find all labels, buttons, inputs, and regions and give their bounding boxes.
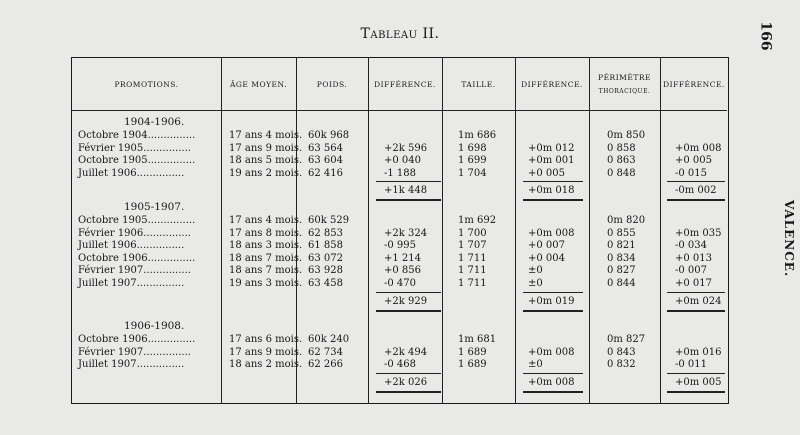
cell-taille: 1 704 xyxy=(458,167,487,179)
cell-diff3: -0 007 xyxy=(675,265,708,277)
page-number: 166 xyxy=(757,21,774,51)
cell-diff3: +0 017 xyxy=(675,278,713,289)
cell-taille: 1 711 xyxy=(458,265,487,277)
cell-poids: 62 853 xyxy=(308,227,343,239)
cell-diff3: -0 034 xyxy=(675,240,708,252)
cell-poids: 60k 529 xyxy=(308,215,350,226)
cell-poids: 63 458 xyxy=(308,278,343,289)
cell-promo: Octobre 1904............... xyxy=(78,130,196,141)
cell-perim: 0m 820 xyxy=(607,215,646,226)
cell-diff3: +0m 016 xyxy=(675,346,722,358)
cell-age: 17 ans 9 mois. xyxy=(229,142,303,154)
cell-diff3: +0m 035 xyxy=(675,227,722,239)
cell-poids: 62 734 xyxy=(308,346,343,358)
total-rule xyxy=(667,181,725,182)
cell-poids: 63 072 xyxy=(308,252,343,264)
cell-diff1: +2k 324 xyxy=(384,227,428,239)
cell-diff2: ±0 xyxy=(528,278,543,289)
cell-perim: 0 844 xyxy=(607,278,636,289)
cell-perim: 0 832 xyxy=(607,359,636,371)
table-title: Tableau II. xyxy=(360,26,440,42)
total-underline xyxy=(376,199,441,201)
total-underline xyxy=(523,391,583,393)
cell-promo: Octobre 1906............... xyxy=(78,334,196,345)
cell-age: 17 ans 8 mois. xyxy=(229,227,303,239)
cell-promo: Février 1906............... xyxy=(78,227,191,239)
cell-age: 18 ans 2 mois. xyxy=(229,359,303,371)
cell-promo: Juillet 1906............... xyxy=(78,240,185,252)
cell-taille: 1 700 xyxy=(458,227,487,239)
cell-age: 17 ans 6 mois. xyxy=(229,334,303,345)
cell-age: 17 ans 4 mois. xyxy=(229,130,303,141)
header-poids: POIDS. xyxy=(316,79,348,89)
total-diff-poids: +2k 026 xyxy=(384,376,428,388)
total-diff-taille: +0m 019 xyxy=(528,295,575,307)
cell-diff1: +0 856 xyxy=(384,265,422,277)
cell-diff3: -0 015 xyxy=(675,167,708,179)
cell-taille: 1m 686 xyxy=(458,130,497,141)
cell-perim: 0 848 xyxy=(607,167,636,179)
header-taille: TAILLE. xyxy=(461,79,496,89)
total-rule xyxy=(523,373,583,374)
cell-perim: 0 827 xyxy=(607,265,636,277)
header-age: ÂGE MOYEN. xyxy=(230,79,287,89)
total-diff-taille: +0m 018 xyxy=(528,185,575,197)
cell-diff1: -0 468 xyxy=(384,359,417,371)
total-underline xyxy=(667,391,725,393)
header-rule xyxy=(72,110,727,111)
cell-diff1: -0 470 xyxy=(384,278,417,289)
total-rule xyxy=(376,181,441,182)
cell-diff1: +2k 494 xyxy=(384,346,428,358)
total-diff-poids: +1k 448 xyxy=(384,185,428,197)
cell-diff2: ±0 xyxy=(528,265,543,277)
cell-promo: Octobre 1906............... xyxy=(78,252,196,264)
data-table xyxy=(71,57,729,404)
cell-taille: 1m 681 xyxy=(458,334,497,345)
total-diff-perimetre: +0m 024 xyxy=(675,295,722,307)
cell-poids: 62 266 xyxy=(308,359,343,371)
cell-diff2: +0 007 xyxy=(528,240,566,252)
cell-diff3: +0 005 xyxy=(675,155,713,167)
cell-perim: 0m 827 xyxy=(607,334,646,345)
cell-taille: 1 707 xyxy=(458,240,487,252)
cell-perim: 0 858 xyxy=(607,142,636,154)
cell-age: 19 ans 3 mois. xyxy=(229,278,303,289)
cell-diff1: +1 214 xyxy=(384,252,422,264)
cell-promo: Février 1907............... xyxy=(78,346,191,358)
cell-diff3: +0m 008 xyxy=(675,142,722,154)
side-label: VALENCE. xyxy=(782,200,796,278)
total-underline xyxy=(523,199,583,201)
total-rule xyxy=(376,292,441,293)
cell-diff1: +2k 596 xyxy=(384,142,428,154)
cell-diff1: -0 995 xyxy=(384,240,417,252)
cell-taille: 1 711 xyxy=(458,252,487,264)
cell-diff2: +0m 008 xyxy=(528,227,575,239)
cell-poids: 63 604 xyxy=(308,155,343,167)
cell-poids: 60k 240 xyxy=(308,334,350,345)
total-rule xyxy=(523,292,583,293)
header-difference-poids: DIFFÉRENCE. xyxy=(374,79,436,89)
cell-age: 19 ans 2 mois. xyxy=(229,167,303,179)
header-difference-perimetre: DIFFÉRENCE. xyxy=(663,79,725,89)
cell-diff1: -1 188 xyxy=(384,167,417,179)
cell-diff1: +0 040 xyxy=(384,155,422,167)
cell-poids: 60k 968 xyxy=(308,130,350,141)
cell-poids: 61 858 xyxy=(308,240,343,252)
header-perimetre xyxy=(589,58,660,110)
header-difference-taille: DIFFÉRENCE. xyxy=(521,79,583,89)
cell-taille: 1 699 xyxy=(458,155,487,167)
cell-promo: Février 1905............... xyxy=(78,142,191,154)
total-underline xyxy=(667,199,725,201)
total-underline xyxy=(376,310,441,312)
cell-taille: 1 689 xyxy=(458,346,487,358)
total-diff-perimetre: -0m 002 xyxy=(675,185,717,197)
cell-diff2: +0m 001 xyxy=(528,155,575,167)
cell-age: 18 ans 7 mois. xyxy=(229,265,303,277)
cell-age: 17 ans 4 mois. xyxy=(229,215,303,226)
cell-promo: Février 1907............... xyxy=(78,265,191,277)
cell-diff3: -0 011 xyxy=(675,359,708,371)
cell-poids: 63 564 xyxy=(308,142,343,154)
cell-promo: Juillet 1907............... xyxy=(78,278,185,289)
cell-perim: 0 821 xyxy=(607,240,636,252)
group-label: 1905-1907. xyxy=(124,201,185,213)
cell-perim: 0 843 xyxy=(607,346,636,358)
total-rule xyxy=(667,292,725,293)
cell-taille: 1m 692 xyxy=(458,215,497,226)
group-label: 1906-1908. xyxy=(124,320,185,332)
total-diff-poids: +2k 929 xyxy=(384,295,428,307)
cell-perim: 0 863 xyxy=(607,155,636,167)
total-rule xyxy=(667,373,725,374)
cell-poids: 62 416 xyxy=(308,167,343,179)
cell-age: 18 ans 5 mois. xyxy=(229,155,303,167)
cell-diff2: +0 005 xyxy=(528,167,566,179)
cell-diff2: +0m 008 xyxy=(528,346,575,358)
cell-taille: 1 689 xyxy=(458,359,487,371)
cell-promo: Juillet 1907............... xyxy=(78,359,185,371)
cell-perim: 0m 850 xyxy=(607,130,646,141)
total-diff-perimetre: +0m 005 xyxy=(675,376,722,388)
cell-promo: Octobre 1905............... xyxy=(78,215,196,226)
cell-diff2: +0m 012 xyxy=(528,142,575,154)
cell-poids: 63 928 xyxy=(308,265,343,277)
cell-diff3: +0 013 xyxy=(675,252,713,264)
total-underline xyxy=(667,310,725,312)
header-promotions: PROMOTIONS. xyxy=(114,79,179,89)
total-underline xyxy=(376,391,441,393)
group-label: 1904-1906. xyxy=(124,116,185,128)
cell-age: 18 ans 3 mois. xyxy=(229,240,303,252)
total-rule xyxy=(376,373,441,374)
cell-age: 18 ans 7 mois. xyxy=(229,252,303,264)
cell-diff2: ±0 xyxy=(528,359,543,371)
cell-age: 17 ans 9 mois. xyxy=(229,346,303,358)
cell-diff2: +0 004 xyxy=(528,252,566,264)
cell-perim: 0 834 xyxy=(607,252,636,264)
total-diff-taille: +0m 008 xyxy=(528,376,575,388)
cell-taille: 1 698 xyxy=(458,142,487,154)
cell-promo: Octobre 1905............... xyxy=(78,155,196,167)
header-perimetre-line1: PÉRIMÈTRE xyxy=(598,73,651,82)
cell-perim: 0 855 xyxy=(607,227,636,239)
cell-taille: 1 711 xyxy=(458,278,487,289)
total-rule xyxy=(523,181,583,182)
header-perimetre-line2: THORACIQUE. xyxy=(598,88,651,95)
cell-promo: Juillet 1906............... xyxy=(78,167,185,179)
total-underline xyxy=(523,310,583,312)
